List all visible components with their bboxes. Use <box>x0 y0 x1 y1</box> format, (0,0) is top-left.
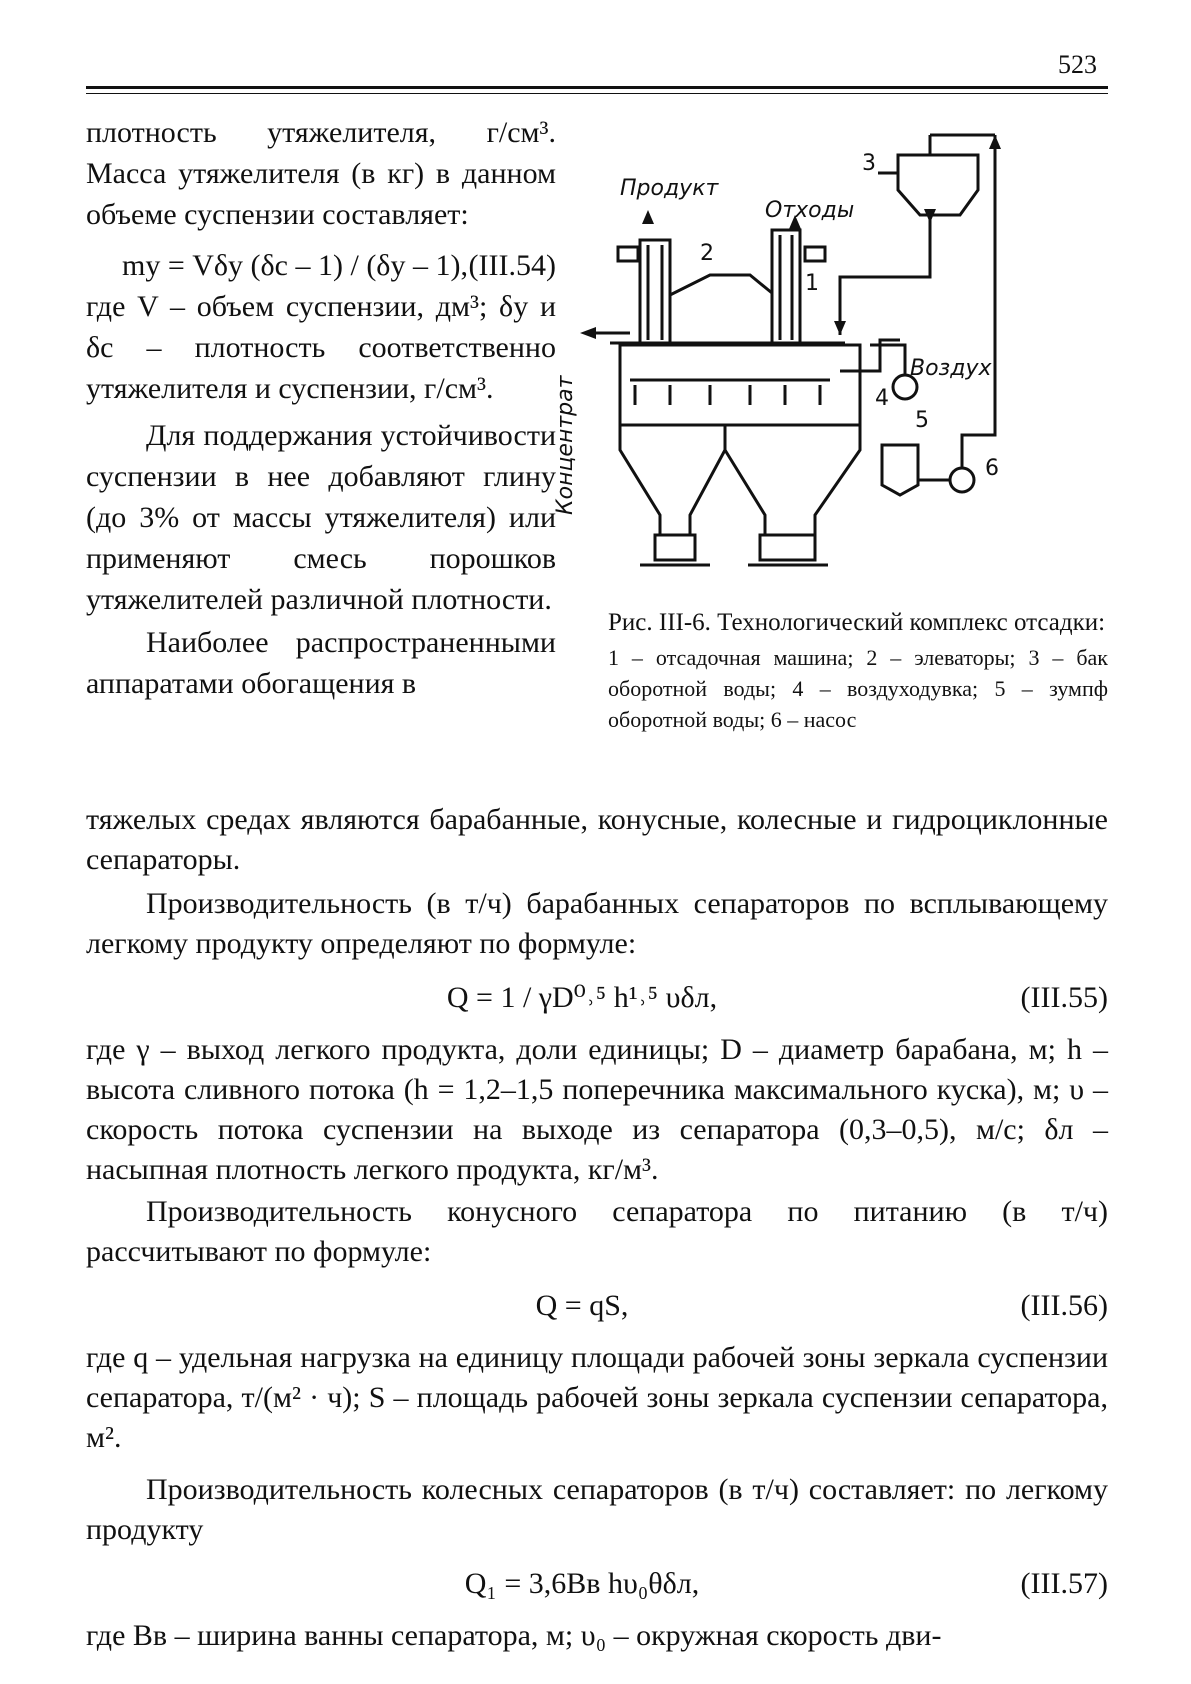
formula-number: (III.54) <box>468 249 556 282</box>
equation-iii56 <box>86 1286 1108 1326</box>
label-5: 5 <box>915 408 929 433</box>
jigging-complex-diagram <box>553 135 1120 605</box>
left-column <box>86 112 556 704</box>
paragraph: Производительность колесных сепараторов (в т/ч) составляет: по легкому продукту <box>86 1473 1108 1546</box>
equation-expression: Q₁ = 3,6Bв hυ₀θδл, <box>464 1567 700 1600</box>
paragraph: Производительность (в т/ч) барабанных сепараторов по всплывающему легкому продукту определяют по формуле: <box>86 887 1108 960</box>
label-waste: Отходы <box>765 198 855 223</box>
paragraph: Для поддержания устойчивости суспензии в нее добавляют глину (до 3% от массы утяжелителя) или применяют смесь порошков утяжелителей различной плотности. <box>86 419 556 616</box>
formula-iii54 <box>86 245 556 286</box>
label-2: 2 <box>700 241 714 266</box>
water-tank <box>898 155 978 215</box>
paragraph: Производительность конусного сепаратора по питанию (в т/ч) рассчитывают по формуле: <box>86 1195 1108 1268</box>
figure-caption <box>608 608 1108 735</box>
page-number: 523 <box>1058 50 1097 79</box>
equation-number: (III.56) <box>1020 1289 1108 1322</box>
label-4: 4 <box>875 386 889 411</box>
full-width-text <box>86 800 1108 1656</box>
caption-title: Рис. III-6. Технологический комплекс отсадки: <box>608 609 1106 636</box>
label-6: 6 <box>985 456 999 481</box>
paragraph: Наиболее распространенными аппаратами обогащения в <box>86 626 556 700</box>
label-product: Продукт <box>620 176 719 201</box>
jigging-machine <box>620 345 860 425</box>
header-rule-thin <box>86 93 1108 94</box>
paragraph: где Bв – ширина ванны сепаратора, м; υ₀ – окружная скорость дви- <box>86 1619 942 1652</box>
paragraph: тяжелых средах являются барабанные, конусные, колесные и гидроциклонные сепараторы. <box>86 803 1108 876</box>
paragraph: где V – объем суспензии, дм³; δу и δс – плотность соответственно утяжелителя и суспензии, г/см³. <box>86 290 556 405</box>
pump <box>950 468 974 492</box>
equation-number: (III.55) <box>1020 981 1108 1014</box>
elevator-left <box>640 240 670 345</box>
header-rule <box>86 86 1108 89</box>
label-air: Воздух <box>910 356 992 381</box>
paragraph: где q – удельная нагрузка на единицу площади рабочей зоны зеркала суспензии сепаратора, т/(м² · ч); S – площадь рабочей зоны зеркала суспензии сепаратора, м². <box>86 1341 1108 1454</box>
equation-expression: Q = 1 / γD⁰˒⁵ h¹˒⁵ υδл, <box>446 981 718 1014</box>
equation-iii55 <box>86 978 1108 1018</box>
paragraph: где γ – выход легкого продукта, доли единицы; D – диаметр барабана, м; h –высота сливного потока (h = 1,2–1,5 поперечника максимального куска), м; υ – скорость потока суспензии на выходе из сепаратора (0,3–0,5), м/с; δл – насыпная плотность легкого продукта, кг/м³. <box>86 1033 1108 1186</box>
equation-number: (III.57) <box>1020 1567 1108 1600</box>
elevator-right <box>772 230 800 345</box>
equation-expression: Q = qS, <box>535 1289 629 1322</box>
formula-expression: mу = Vδу (δс – 1) / (δу – 1), <box>122 249 468 282</box>
caption-legend: 1 – отсадочная машина; 2 – элеваторы; 3 – бак оборотной воды; 4 – воздуходувка; 5 – зумпф оборотной воды; 6 – насос <box>608 645 1108 732</box>
equation-iii57 <box>86 1564 1108 1604</box>
sump <box>882 445 918 495</box>
paragraph: плотность утяжелителя, г/см³. Масса утяжелителя (в кг) в данном объеме суспензии составляет: <box>86 116 556 231</box>
label-3: 3 <box>862 151 876 176</box>
label-1: 1 <box>805 271 819 296</box>
label-concentrate: Концентрат <box>553 375 578 515</box>
